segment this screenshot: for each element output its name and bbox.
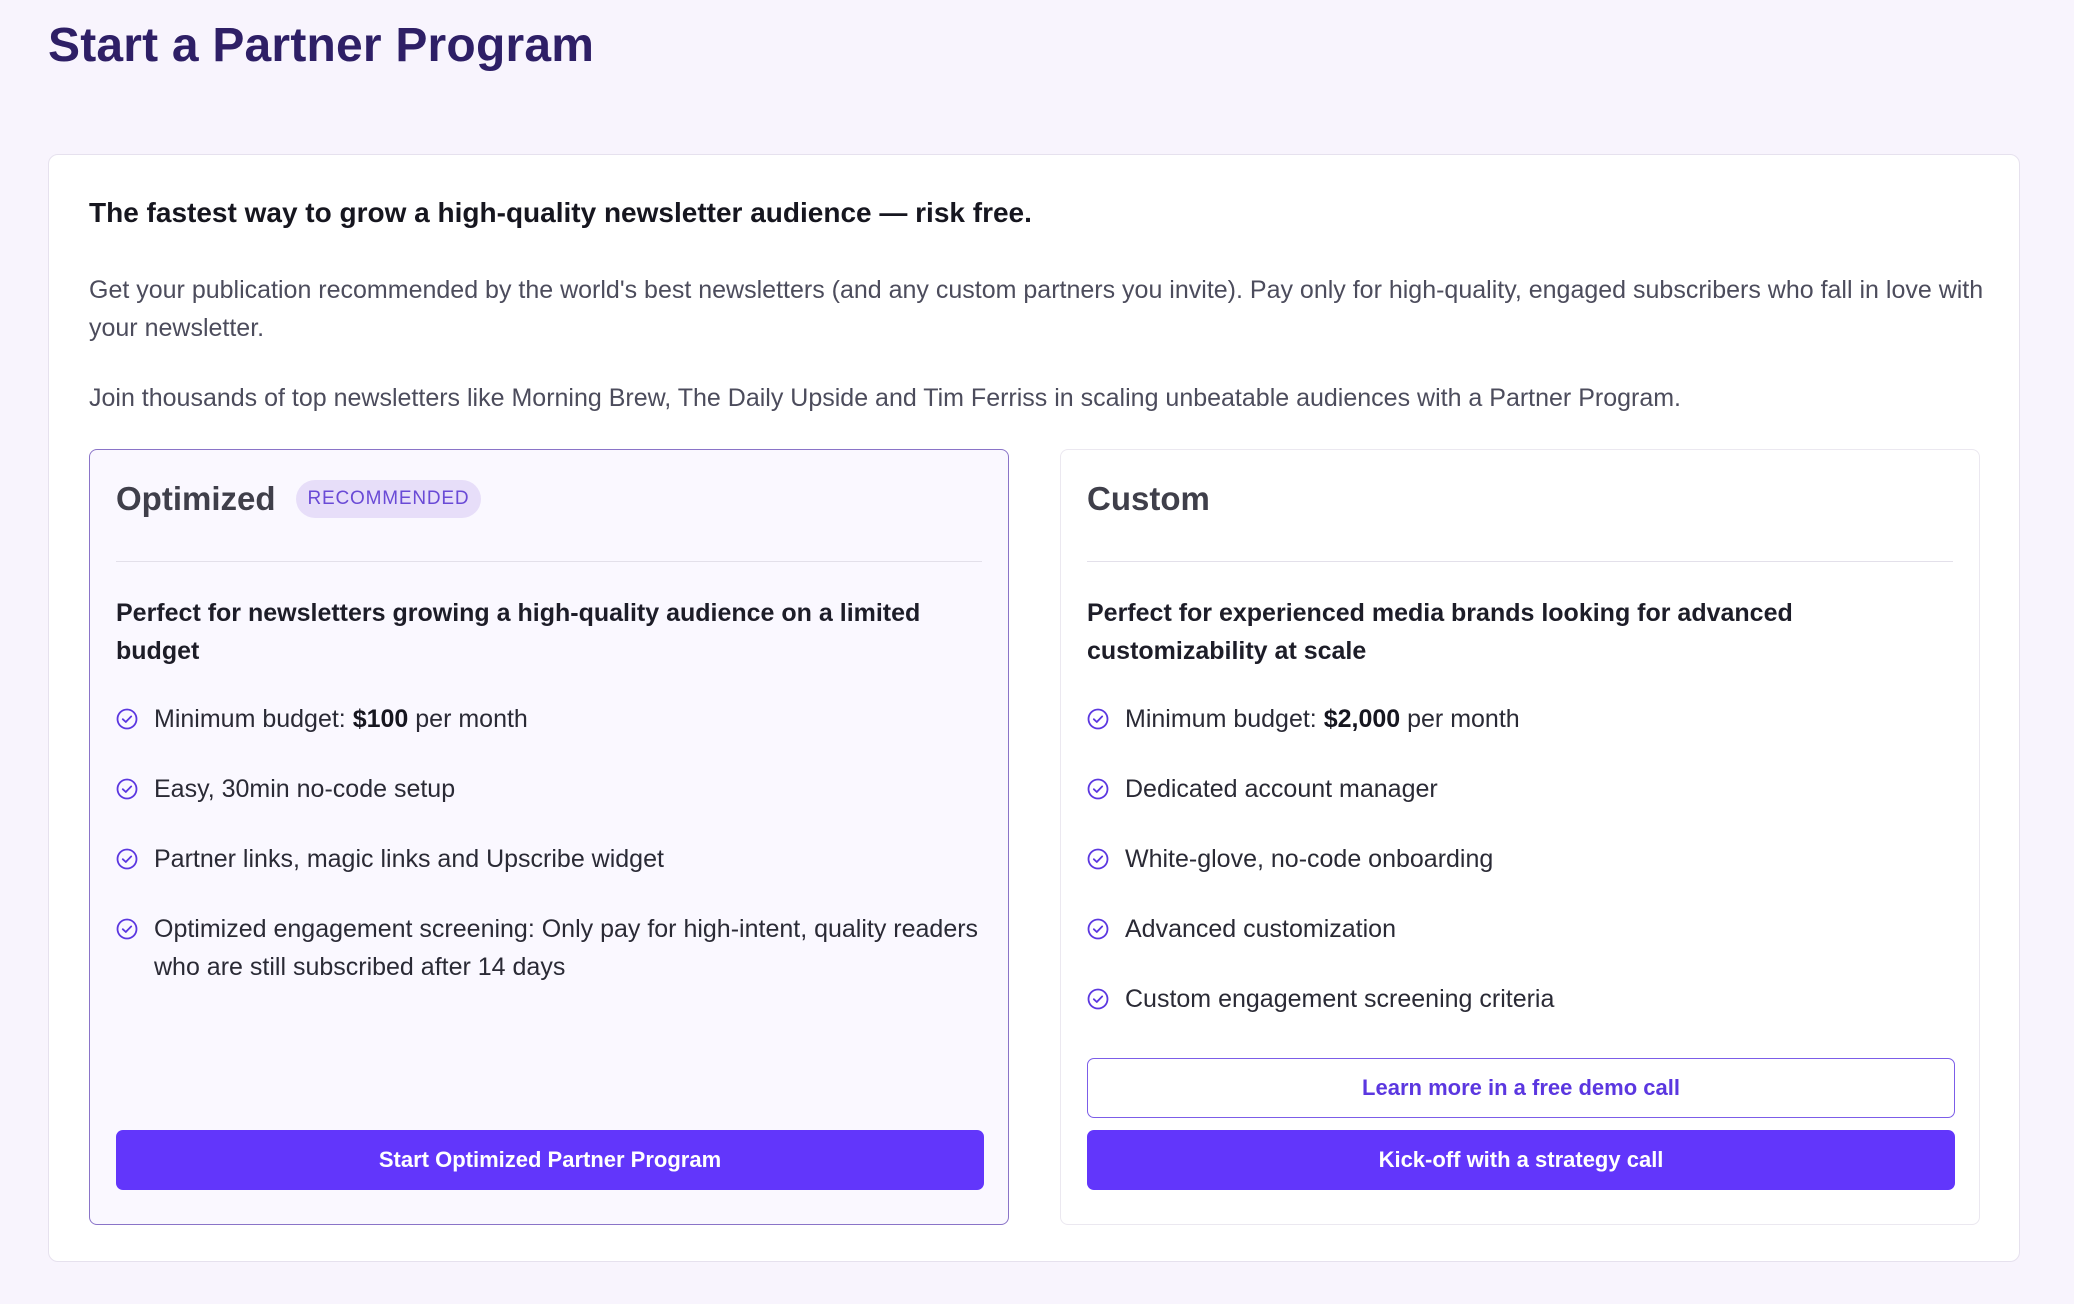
check-circle-icon	[116, 848, 138, 870]
feature-text: Optimized engagement screening: Only pay for high-intent, quality readers who are still subscribed after 14 days	[154, 915, 979, 981]
strategy-call-button[interactable]: Kick-off with a strategy call	[1087, 1130, 1955, 1190]
demo-call-button[interactable]: Learn more in a free demo call	[1087, 1058, 1955, 1118]
feature-item	[1087, 910, 1953, 948]
plan-name: Custom	[1087, 480, 1210, 517]
feature-text: Easy, 30min no-code setup	[154, 775, 456, 803]
check-circle-icon	[1087, 988, 1109, 1010]
recommended-badge: RECOMMENDED	[296, 480, 482, 518]
plan-header	[116, 480, 481, 518]
plan-description: Perfect for newsletters growing a high-quality audience on a limited budget	[116, 599, 921, 665]
intro-headline: The fastest way to grow a high-quality newsletter audience — risk free.	[89, 197, 1032, 228]
feature-text: Dedicated account manager	[1125, 775, 1438, 803]
feature-item-budget	[1087, 700, 1953, 738]
budget-value: $2,000	[1323, 705, 1401, 733]
plan-card-custom	[1060, 449, 1980, 1225]
plan-card-optimized	[89, 449, 1009, 1225]
check-circle-icon	[1087, 848, 1109, 870]
feature-item	[116, 840, 982, 878]
check-circle-icon	[116, 778, 138, 800]
plan-divider	[116, 561, 982, 562]
feature-item-budget	[116, 700, 982, 738]
check-circle-icon	[116, 708, 138, 730]
feature-list	[1087, 700, 1953, 1050]
feature-text: Minimum budget: $100 per month	[154, 705, 528, 733]
intro-paragraph-1: Get your publication recommended by the world's best newsletters (and any custom partners you invite). Pay only for high-quality, engaged subscribers who fall in love with your newsletter.	[89, 276, 1984, 342]
feature-text: Minimum budget: $2,000 per month	[1125, 705, 1520, 733]
feature-item	[1087, 770, 1953, 808]
intro-paragraph-2: Join thousands of top newsletters like Morning Brew, The Daily Upside and Tim Ferriss in scaling unbeatable audiences with a Partner Program.	[89, 384, 1682, 412]
feature-text: Partner links, magic links and Upscribe widget	[154, 845, 664, 873]
feature-text: Custom engagement screening criteria	[1125, 985, 1555, 1013]
start-optimized-program-button[interactable]: Start Optimized Partner Program	[116, 1130, 984, 1190]
feature-text: White-glove, no-code onboarding	[1125, 845, 1494, 873]
plan-divider	[1087, 561, 1953, 562]
budget-value: $100	[352, 705, 409, 733]
check-circle-icon	[1087, 708, 1109, 730]
feature-item	[116, 910, 982, 986]
feature-list	[116, 700, 982, 1018]
feature-item	[1087, 840, 1953, 878]
feature-text: Advanced customization	[1125, 915, 1396, 943]
plan-description: Perfect for experienced media brands looking for advanced customizability at scale	[1087, 599, 1793, 665]
check-circle-icon	[1087, 918, 1109, 940]
plan-name: Optimized	[116, 480, 276, 517]
partner-program-card	[48, 154, 2020, 1262]
feature-item	[116, 770, 982, 808]
check-circle-icon	[1087, 778, 1109, 800]
feature-item	[1087, 980, 1953, 1018]
check-circle-icon	[116, 918, 138, 940]
page-title: Start a Partner Program	[48, 19, 595, 72]
plan-header	[1087, 480, 1210, 518]
